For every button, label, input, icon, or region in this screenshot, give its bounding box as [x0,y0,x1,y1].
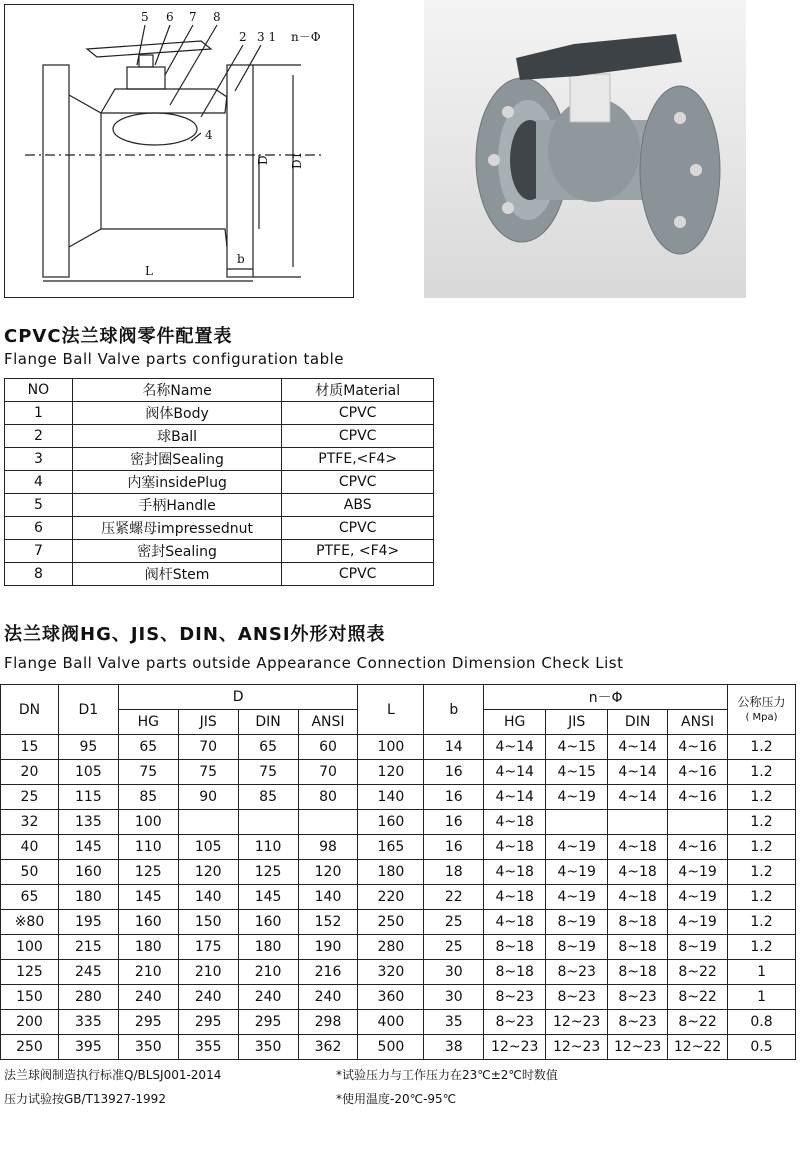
callout-3-1: 3 1 [257,30,277,44]
cell: 1 [728,960,796,985]
table-row [1,735,796,760]
cell: 98 [298,835,358,860]
cell: 0.5 [728,1035,796,1060]
cell: 4~14 [608,760,668,785]
col-d-hg: HG [118,710,178,735]
cell: 4~18 [608,860,668,885]
cell: 16 [424,785,484,810]
footer-note-pressure: *试验压力与工作压力在23℃±2℃时数值 [336,1068,558,1082]
cell: 球Ball [72,425,282,448]
cell: 360 [358,985,424,1010]
cell: 160 [58,860,118,885]
cell: 8~22 [668,1010,728,1035]
cell: 190 [298,935,358,960]
col-n-din: DIN [608,710,668,735]
table-row [5,425,434,448]
cell: 210 [178,960,238,985]
cell: 32 [1,810,59,835]
cell: 65 [238,735,298,760]
cell: 8~23 [484,985,546,1010]
cell: 8~23 [484,1010,546,1035]
table-row [5,563,434,586]
cell: 216 [298,960,358,985]
cell: 90 [178,785,238,810]
cell: 100 [358,735,424,760]
cell: 210 [238,960,298,985]
cell: 15 [1,735,59,760]
dims-table-title-en: Flange Ball Valve parts outside Appearance Connection Dimension Check List [4,654,624,672]
cell: 145 [58,835,118,860]
cell: 4~14 [484,785,546,810]
cell: 4~14 [608,735,668,760]
valve-image [424,0,746,298]
cell: 12~23 [546,1035,608,1060]
cell: 8~18 [608,935,668,960]
cell: 200 [1,1010,59,1035]
cell: CPVC [282,402,434,425]
table-row [1,960,796,985]
cell [608,810,668,835]
col-dn: DN [1,685,59,735]
cell: 6 [5,517,73,540]
table-row [1,885,796,910]
cell: 65 [118,735,178,760]
cell: 165 [358,835,424,860]
cell: 12~22 [668,1035,728,1060]
cell: 70 [298,760,358,785]
cell: 320 [358,960,424,985]
cell: 40 [1,835,59,860]
cell: 3 [5,448,73,471]
cell: 110 [118,835,178,860]
cell: 80 [298,785,358,810]
cell: 160 [358,810,424,835]
cell: 335 [58,1010,118,1035]
table-row [1,1010,796,1035]
cell: 355 [178,1035,238,1060]
cell: 295 [118,1010,178,1035]
cell: 25 [424,935,484,960]
col-d1: D1 [58,685,118,735]
cell: 1.2 [728,935,796,960]
cell: 85 [118,785,178,810]
table-row [5,517,434,540]
cell: 16 [424,810,484,835]
cell: 295 [178,1010,238,1035]
cell: 8~23 [608,1010,668,1035]
cell: 245 [58,960,118,985]
valve-photo [424,0,746,298]
col-l: L [358,685,424,735]
col-n-hg: HG [484,710,546,735]
cell: 4~18 [484,885,546,910]
cell: 150 [178,910,238,935]
col-b: b [424,685,484,735]
cell: 195 [58,910,118,935]
cell: 240 [238,985,298,1010]
cell: CPVC [282,471,434,494]
col-d: D [118,685,358,710]
valve-section-drawing [5,5,353,297]
cell [238,810,298,835]
cell: 75 [118,760,178,785]
table-row [5,494,434,517]
cell: 145 [118,885,178,910]
cell: 1.2 [728,785,796,810]
cell: 125 [118,860,178,885]
table-row [1,910,796,935]
cell [298,810,358,835]
cell: 4 [5,471,73,494]
cell: 125 [1,960,59,985]
cell: 210 [118,960,178,985]
parts-table [4,378,434,586]
cell: CPVC [282,517,434,540]
cell: PTFE, <F4> [282,540,434,563]
col-d-din: DIN [238,710,298,735]
cell: CPVC [282,563,434,586]
cell: 30 [424,960,484,985]
cell: 4~19 [546,785,608,810]
cell: 120 [178,860,238,885]
cell: 阀体Body [72,402,282,425]
cell: 4~19 [668,860,728,885]
cell: 密封Sealing [72,540,282,563]
cell: ※80 [1,910,59,935]
cell: 12~23 [546,1010,608,1035]
cell: 105 [178,835,238,860]
cell: CPVC [282,425,434,448]
cell: 12~23 [484,1035,546,1060]
cell: 14 [424,735,484,760]
parts-table-title-cn: CPVC法兰球阀零件配置表 [4,326,233,347]
cell: 4~14 [484,735,546,760]
cell [546,810,608,835]
cell: 95 [58,735,118,760]
cell: 395 [58,1035,118,1060]
cell: 180 [118,935,178,960]
cell [178,810,238,835]
table-row [1,860,796,885]
cell: 4~18 [484,835,546,860]
cell: 8~23 [608,985,668,1010]
cell: PTFE,<F4> [282,448,434,471]
cell: 4~14 [484,760,546,785]
cell [668,810,728,835]
dimension-table [0,684,796,1060]
cell: 8~22 [668,960,728,985]
dim-b: b [237,252,245,266]
cell: 280 [358,935,424,960]
cell: 220 [358,885,424,910]
cell: 22 [424,885,484,910]
col-no: NO [5,379,73,402]
cell: 8~18 [484,960,546,985]
cell: 1.2 [728,760,796,785]
cell: 0.8 [728,1010,796,1035]
cell: 152 [298,910,358,935]
cell: 135 [58,810,118,835]
footer-note-temp: *使用温度-20℃-95℃ [336,1092,457,1106]
cell: 密封圈Sealing [72,448,282,471]
cell: 4~16 [668,735,728,760]
cell: 250 [1,1035,59,1060]
cell: 25 [1,785,59,810]
cell: 4~19 [546,885,608,910]
table-row [1,935,796,960]
dims-table-body [1,735,796,1060]
cell: 8~22 [668,985,728,1010]
cell: 4~19 [546,835,608,860]
col-d-jis: JIS [178,710,238,735]
cell: 8~19 [546,910,608,935]
cell: 295 [238,1010,298,1035]
col-n-phi: n－Φ [484,685,728,710]
table-row [1,785,796,810]
cell: 240 [178,985,238,1010]
col-material: 材质Material [282,379,434,402]
cell: 阀杆Stem [72,563,282,586]
dims-table-title-cn: 法兰球阀HG、JIS、DIN、ANSI外形对照表 [4,624,386,645]
col-d-ansi: ANSI [298,710,358,735]
cell: 25 [424,910,484,935]
cell: 1.2 [728,910,796,935]
technical-drawing [4,4,354,298]
dim-D1: D1 [290,151,304,169]
col-name: 名称Name [72,379,282,402]
cell: 8~23 [546,960,608,985]
callout-7: 7 [189,10,197,24]
dims-header-row-1 [1,685,796,710]
cell: 4~19 [668,910,728,935]
pressure-label: 公称压力 [737,694,786,709]
cell: 105 [58,760,118,785]
cell: 160 [238,910,298,935]
cell: 8~18 [608,960,668,985]
footer-standard: 法兰球阀制造执行标准Q/BLSJ001-2014 [4,1068,222,1082]
cell: 4~16 [668,835,728,860]
cell: 2 [5,425,73,448]
cell: 140 [178,885,238,910]
cell: 20 [1,760,59,785]
dim-L: L [145,264,153,278]
table-row [5,402,434,425]
cell: 4~18 [608,835,668,860]
cell: 12~23 [608,1035,668,1060]
cell: 75 [178,760,238,785]
cell: 500 [358,1035,424,1060]
cell: 150 [1,985,59,1010]
table-row [5,540,434,563]
cell: 65 [1,885,59,910]
footer-pressure-test: 压力试验按GB/T13927-1992 [4,1092,166,1106]
cell: 145 [238,885,298,910]
table-row [1,985,796,1010]
cell: 140 [358,785,424,810]
cell: 100 [1,935,59,960]
cell: 350 [118,1035,178,1060]
cell: 110 [238,835,298,860]
cell: 240 [298,985,358,1010]
callout-8: 8 [213,10,221,24]
cell: 8~19 [546,935,608,960]
cell: 4~14 [608,785,668,810]
cell: 280 [58,985,118,1010]
cell: ABS [282,494,434,517]
col-n-ansi: ANSI [668,710,728,735]
cell: 1.2 [728,885,796,910]
cell: 180 [58,885,118,910]
cell: 5 [5,494,73,517]
cell: 50 [1,860,59,885]
cell: 70 [178,735,238,760]
cell: 1.2 [728,860,796,885]
cell: 298 [298,1010,358,1035]
cell: 18 [424,860,484,885]
cell: 140 [298,885,358,910]
cell: 180 [358,860,424,885]
cell: 8~23 [546,985,608,1010]
cell: 4~16 [668,785,728,810]
cell: 160 [118,910,178,935]
cell: 4~18 [484,860,546,885]
col-n-jis: JIS [546,710,608,735]
cell: 4~19 [546,860,608,885]
callout-5: 5 [141,10,149,24]
cell: 4~18 [608,885,668,910]
callout-2: 2 [239,30,247,44]
table-row [1,810,796,835]
cell: 75 [238,760,298,785]
cell: 250 [358,910,424,935]
cell: 362 [298,1035,358,1060]
cell: 8~19 [668,935,728,960]
cell: 7 [5,540,73,563]
parts-table-title-en: Flange Ball Valve parts configuration table [4,350,345,368]
cell: 215 [58,935,118,960]
cell: 180 [238,935,298,960]
cell: 手柄Handle [72,494,282,517]
cell: 35 [424,1010,484,1035]
cell: 压紧螺母impressednut [72,517,282,540]
cell: 1 [5,402,73,425]
cell: 38 [424,1035,484,1060]
cell: 16 [424,760,484,785]
cell: 8~18 [608,910,668,935]
cell: 120 [298,860,358,885]
cell: 1.2 [728,835,796,860]
cell: 4~18 [484,810,546,835]
cell: 120 [358,760,424,785]
cell: 4~18 [484,910,546,935]
cell: 1 [728,985,796,1010]
cell: 8~18 [484,935,546,960]
table-row [1,835,796,860]
cell: 85 [238,785,298,810]
callout-n-phi: n－Φ [291,30,321,44]
cell: 125 [238,860,298,885]
cell: 4~19 [668,885,728,910]
cell: 4~15 [546,760,608,785]
cell: 4~16 [668,760,728,785]
cell: 60 [298,735,358,760]
cell: 100 [118,810,178,835]
cell: 175 [178,935,238,960]
cell: 30 [424,985,484,1010]
callout-4: 4 [205,128,213,142]
parts-header-row [5,379,434,402]
table-row [5,471,434,494]
table-row [5,448,434,471]
cell: 350 [238,1035,298,1060]
cell: 240 [118,985,178,1010]
dim-D: D [256,155,270,165]
table-row [1,760,796,785]
cell: 115 [58,785,118,810]
cell: 1.2 [728,810,796,835]
callout-6: 6 [166,10,174,24]
cell: 1.2 [728,735,796,760]
cell: 16 [424,835,484,860]
cell: 内塞insidePlug [72,471,282,494]
col-pressure [728,685,796,735]
pressure-unit: ( Mpa) [745,711,778,723]
cell: 4~15 [546,735,608,760]
cell: 8 [5,563,73,586]
cell: 400 [358,1010,424,1035]
table-row [1,1035,796,1060]
